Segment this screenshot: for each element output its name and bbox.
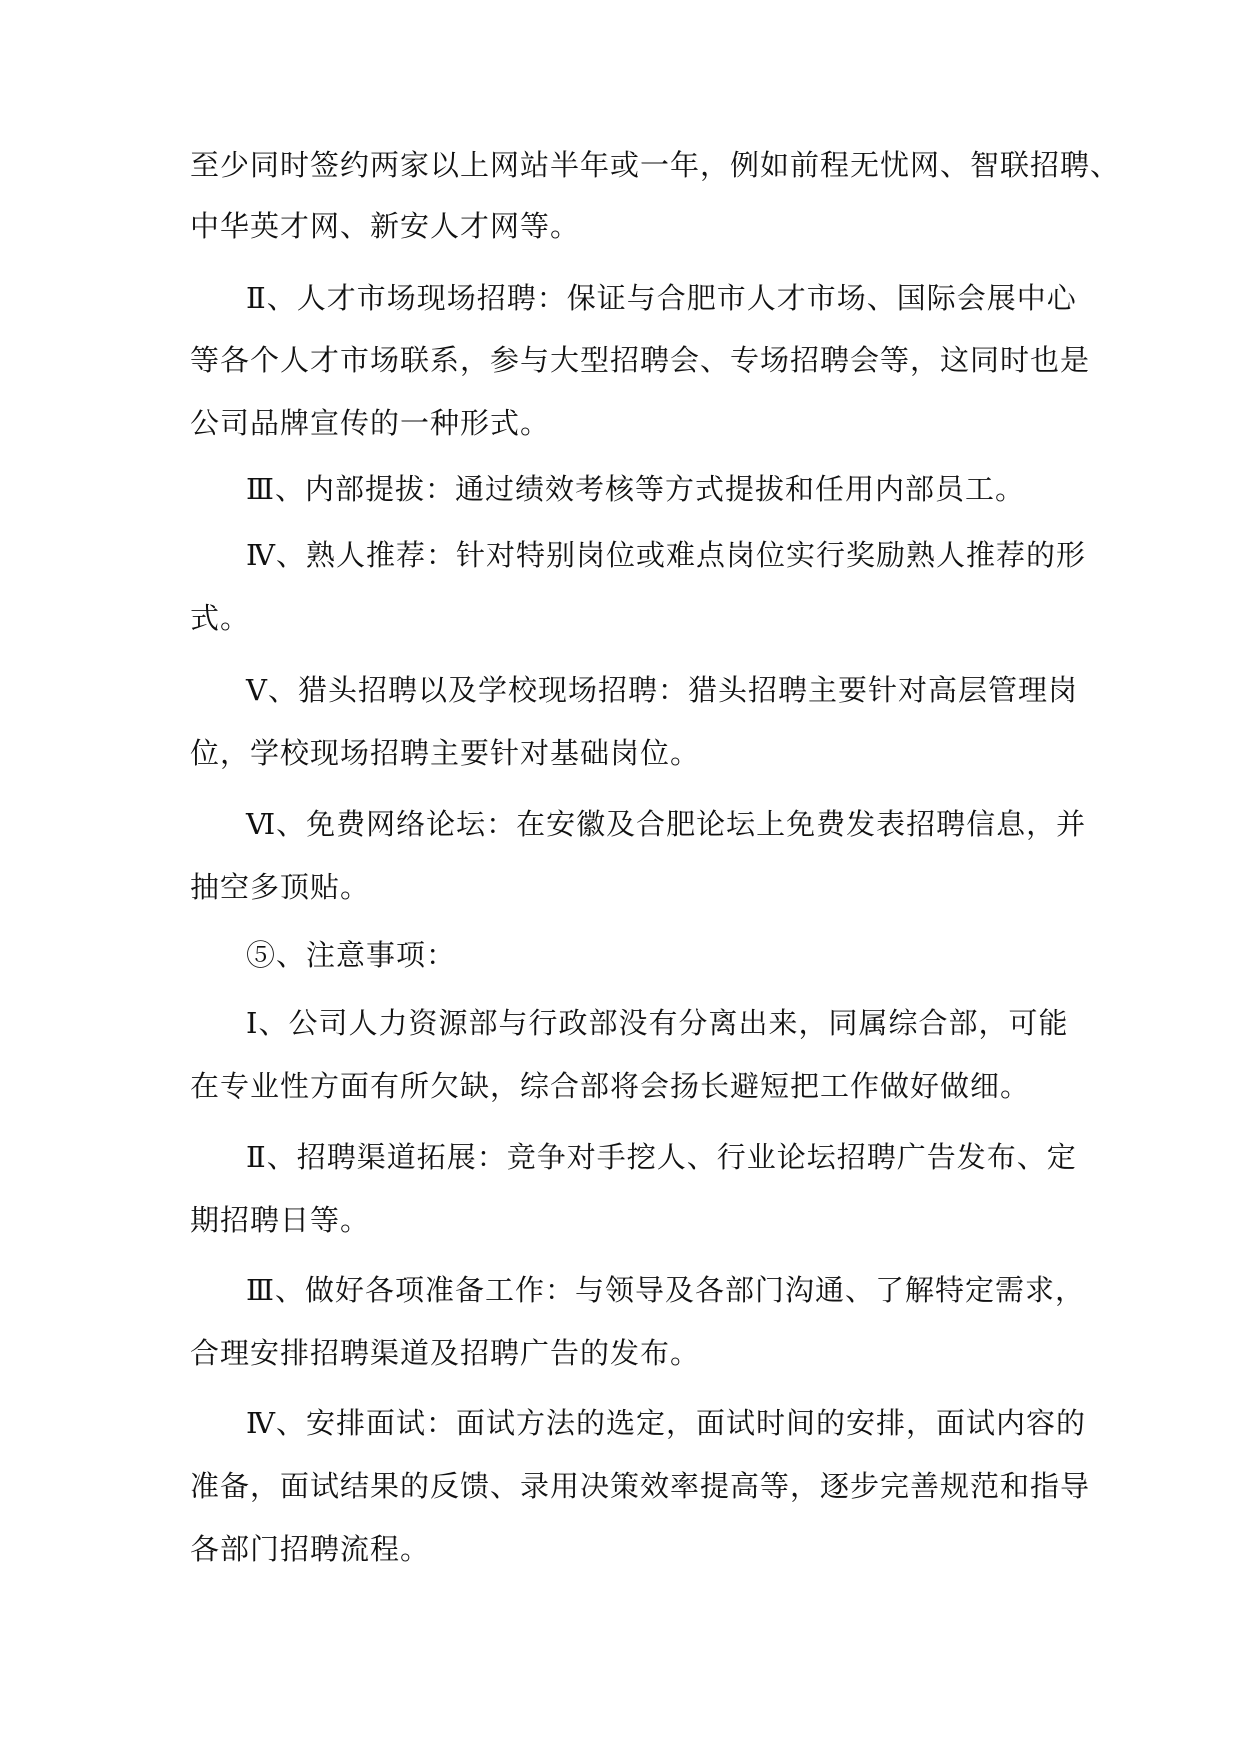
text-line: Ⅲ、内部提拔：通过绩效考核等方式提拔和任用内部员工。 bbox=[246, 472, 1025, 506]
text-line: 合理安排招聘渠道及招聘广告的发布。 bbox=[190, 1336, 701, 1370]
text-line: 抽空多顶贴。 bbox=[190, 870, 371, 904]
text-line: 式。 bbox=[190, 601, 251, 635]
text-line: 至少同时签约两家以上网站半年或一年，例如前程无忧网、智联招聘、 bbox=[190, 148, 1121, 182]
text-line: Ⅳ、安排面试：面试方法的选定，面试时间的安排，面试内容的 bbox=[246, 1406, 1086, 1440]
text-line: Ⅳ、熟人推荐：针对特别岗位或难点岗位实行奖励熟人推荐的形 bbox=[246, 538, 1086, 572]
text-line: Ⅱ、招聘渠道拓展：竞争对手挖人、行业论坛招聘广告发布、定 bbox=[246, 1140, 1077, 1174]
text-line: 等各个人才市场联系，参与大型招聘会、专场招聘会等，这同时也是 bbox=[190, 343, 1091, 377]
text-line: 位，学校现场招聘主要针对基础岗位。 bbox=[190, 736, 701, 770]
text-line: 中华英才网、新安人才网等。 bbox=[190, 209, 581, 243]
text-line: Ⅰ、公司人力资源部与行政部没有分离出来，同属综合部，可能 bbox=[246, 1006, 1069, 1040]
text-line: 准备，面试结果的反馈、录用决策效率提高等，逐步完善规范和指导 bbox=[190, 1469, 1091, 1503]
text-line: 公司品牌宣传的一种形式。 bbox=[190, 406, 551, 440]
text-line: Ⅵ、免费网络论坛：在安徽及合肥论坛上免费发表招聘信息，并 bbox=[246, 807, 1087, 841]
text-line: 在专业性方面有所欠缺，综合部将会扬长避短把工作做好做细。 bbox=[190, 1069, 1031, 1103]
text-line: Ⅲ、做好各项准备工作：与领导及各部门沟通、了解特定需求， bbox=[246, 1273, 1085, 1307]
text-line: 期招聘日等。 bbox=[190, 1203, 371, 1237]
text-line: 各部门招聘流程。 bbox=[190, 1532, 431, 1566]
text-line: Ⅱ、人才市场现场招聘：保证与合肥市人才市场、国际会展中心 bbox=[246, 281, 1077, 315]
text-line: Ⅴ、猎头招聘以及学校现场招聘：猎头招聘主要针对高层管理岗 bbox=[246, 673, 1078, 707]
text-line: ⑤、注意事项： bbox=[246, 938, 457, 972]
